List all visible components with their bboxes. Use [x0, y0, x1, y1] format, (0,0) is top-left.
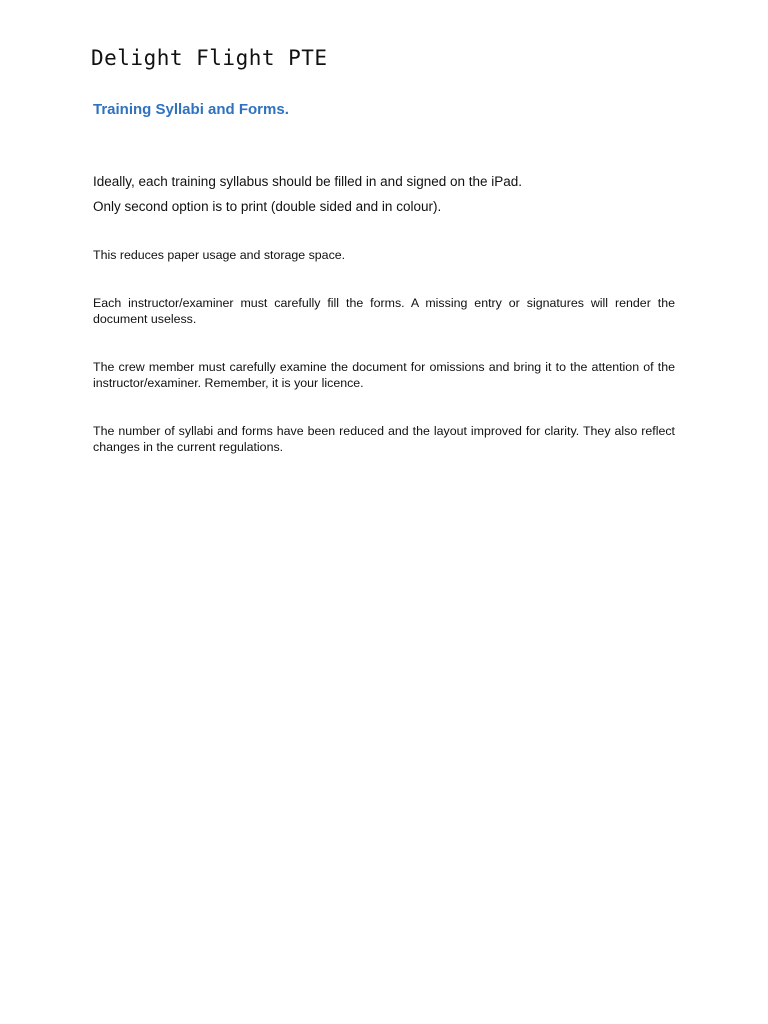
paragraph-syllabi-reduced: The number of syllabi and forms have been reduced and the layout improved for clarity. They also reflect changes in the current regulations. [93, 424, 675, 454]
section-heading: Training Syllabi and Forms. [93, 101, 289, 118]
paragraph-paper-usage: This reduces paper usage and storage space. [93, 248, 346, 262]
paragraph-instructor-forms: Each instructor/examiner must carefully fill the forms. A missing entry or signatures will render the document useless. [93, 296, 675, 326]
paragraph-ipad-instruction: Ideally, each training syllabus should be filled in and signed on the iPad. [93, 174, 523, 189]
paragraph-crew-member: The crew member must carefully examine the document for omissions and bring it to the attention of the instructor/examiner. Remember, it is your licence. [93, 360, 675, 390]
paragraph-print-option: Only second option is to print (double sided and in colour). [93, 199, 442, 214]
company-title: Delight Flight PTE [91, 46, 328, 70]
